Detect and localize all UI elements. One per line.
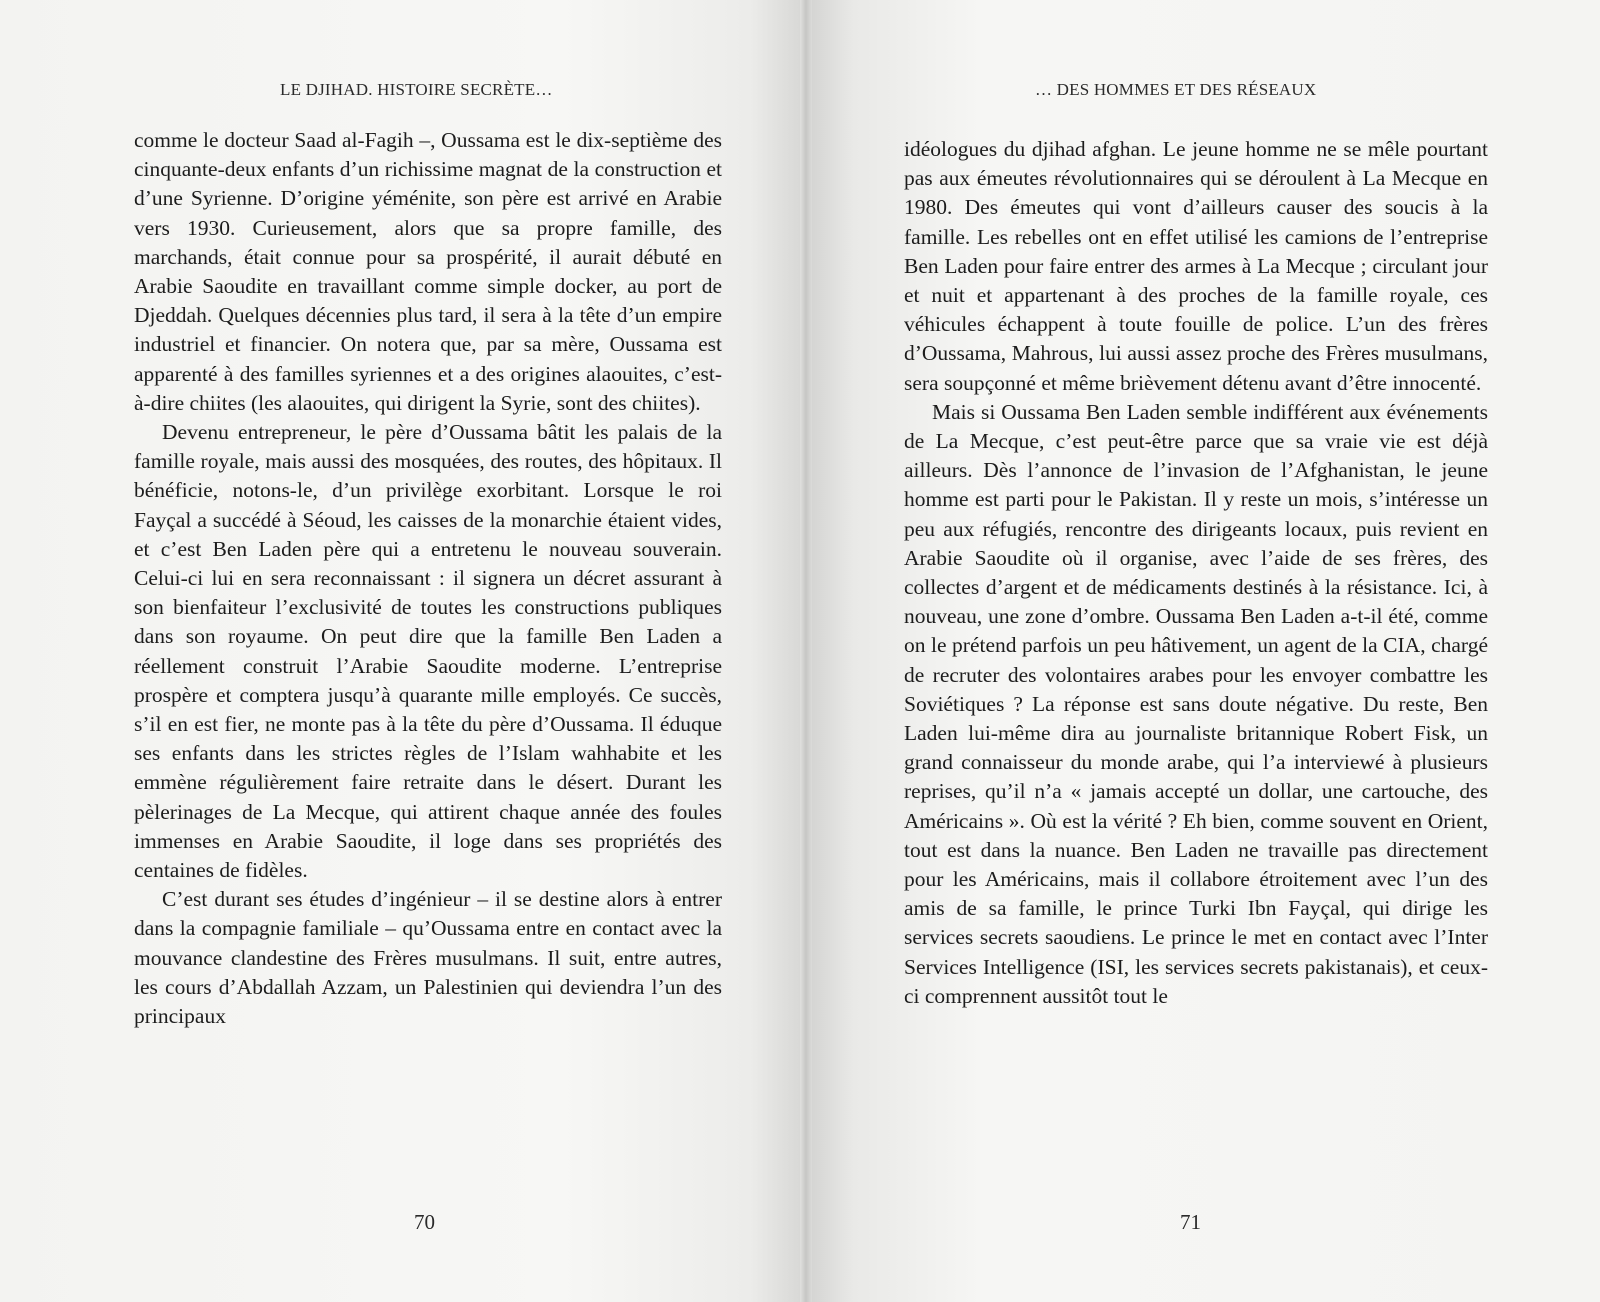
left-page-number: 70 — [414, 1210, 435, 1234]
right-page — [806, 0, 1600, 1302]
right-page-number: 71 — [1180, 1210, 1201, 1234]
left-paragraph-2: Devenu entrepreneur, le père d’Oussama bâtit les palais de la famille royale, mais aussi des mosquées, des routes, des hôpitaux. Il bénéficie, notons-le, d’un privilège exorbitant. Lorsque le roi Fayçal a succédé à Séoud, les caisses de la monarchie étaient vides, et c’est Ben Laden père qui a entretenu le nouveau souverain. Celui-ci lui en sera reconnaissant : il signera un décret assurant à son bienfaiteur l’exclusivité de toutes les constructions publiques dans son royaume. On peut dire que la famille Ben Laden a réellement construit l’Arabie Saoudite moderne. L’entreprise prospère et comptera jusqu’à quarante mille employés. Ce succès, s’il en est fier, ne monte pas à la tête du père d’Oussama. Il éduque ses enfants dans les strictes règles de l’Islam wahhabite et les emmène régulièrement faire retraite dans le désert. Durant les pèlerinages de La Mecque, qui attirent chaque année des foules immenses en Arabie Saoudite, il loge dans ses propriétés des centaines de fidèles. — [134, 420, 722, 883]
left-body-text — [134, 126, 722, 1031]
book-gutter — [800, 0, 812, 1302]
left-paragraph-3: C’est durant ses études d’ingénieur – il se destine alors à entrer dans la compagnie familiale – qu’Oussama entre en contact avec la mouvance clandestine des Frères musulmans. Il suit, entre autres, les cours d’Abdallah Azzam, un Palestinien qui deviendra l’un des principaux — [134, 887, 722, 1029]
right-body-text — [904, 135, 1488, 1011]
right-paragraph-2: Mais si Oussama Ben Laden semble indifférent aux événements de La Mecque, c’est peut-être parce que sa vraie vie est déjà ailleurs. Dès l’annonce de l’invasion de l’Afghanistan, le jeune homme est parti pour le Pakistan. Il y reste un mois, s’intéresse un peu aux réfugiés, rencontre des dirigeants locaux, puis revient en Arabie Saoudite où il organise, avec l’aide de ses frères, des collectes d’argent et de médicaments destinés à la résistance. Ici, à nouveau, une zone d’ombre. Oussama Ben Laden a-t-il été, comme on le prétend parfois un peu hâtivement, un agent de la CIA, chargé de recruter des volontaires arabes pour les envoyer combattre les Soviétiques ? La réponse est sans doute négative. Du reste, Ben Laden lui-même dira au journaliste britannique Robert Fisk, un grand connaisseur du monde arabe, qui l’a interviewé à plusieurs reprises, qu’il n’a « jamais accepté un dollar, une cartouche, des Américains ». Où est la vérité ? Eh bien, comme souvent en Orient, tout est dans la nuance. Ben Laden ne travaille pas directement pour les Américains, mais il collabore étroitement avec l’un des amis de sa famille, le prince Turki Ibn Fayçal, qui dirige les services secrets saoudiens. Le prince le met en contact avec l’Inter Services Intelligence (ISI, les services secrets pakistanais), et ceux-ci comprennent aussitôt tout le — [904, 399, 1488, 1008]
left-running-head: LE DJIHAD. HISTOIRE SECRÈTE… — [280, 80, 553, 99]
left-paragraph-1: comme le docteur Saad al-Fagih –, Oussama est le dix-septième des cinquante-deux enfants d’un richissime magnat de la construction et d’une Syrienne. D’origine yéménite, son père est arrivé en Arabie vers 1930. Curieusement, alors que sa propre famille, des marchands, était connue pour sa prospérité, il aurait débuté en Arabie Saoudite en travaillant comme simple docker, au port de Djeddah. Quelques décennies plus tard, il sera à la tête d’un empire industriel et financier. On notera que, par sa mère, Oussama est apparenté à des familles syriennes et a des origines alaouites, c’est-à-dire chiites (les alaouites, qui dirigent la Syrie, sont des chiites). — [134, 128, 722, 415]
right-running-head: … DES HOMMES ET DES RÉSEAUX — [1035, 80, 1317, 99]
right-paragraph-1: idéologues du djihad afghan. Le jeune homme ne se mêle pourtant pas aux émeutes révolutionnaires qui se déroulent à La Mecque en 1980. Des émeutes qui vont d’ailleurs causer des soucis à la famille. Les rebelles ont en effet utilisé les camions de l’entreprise Ben Laden pour faire entrer des armes à La Mecque ; circulant jour et nuit et appartenant à des proches de la famille royale, ces véhicules échappent à toute fouille de police. L’un des frères d’Oussama, Mahrous, lui aussi assez proche des Frères musulmans, sera soupçonné et même brièvement détenu avant d’être innocenté. — [904, 137, 1488, 395]
